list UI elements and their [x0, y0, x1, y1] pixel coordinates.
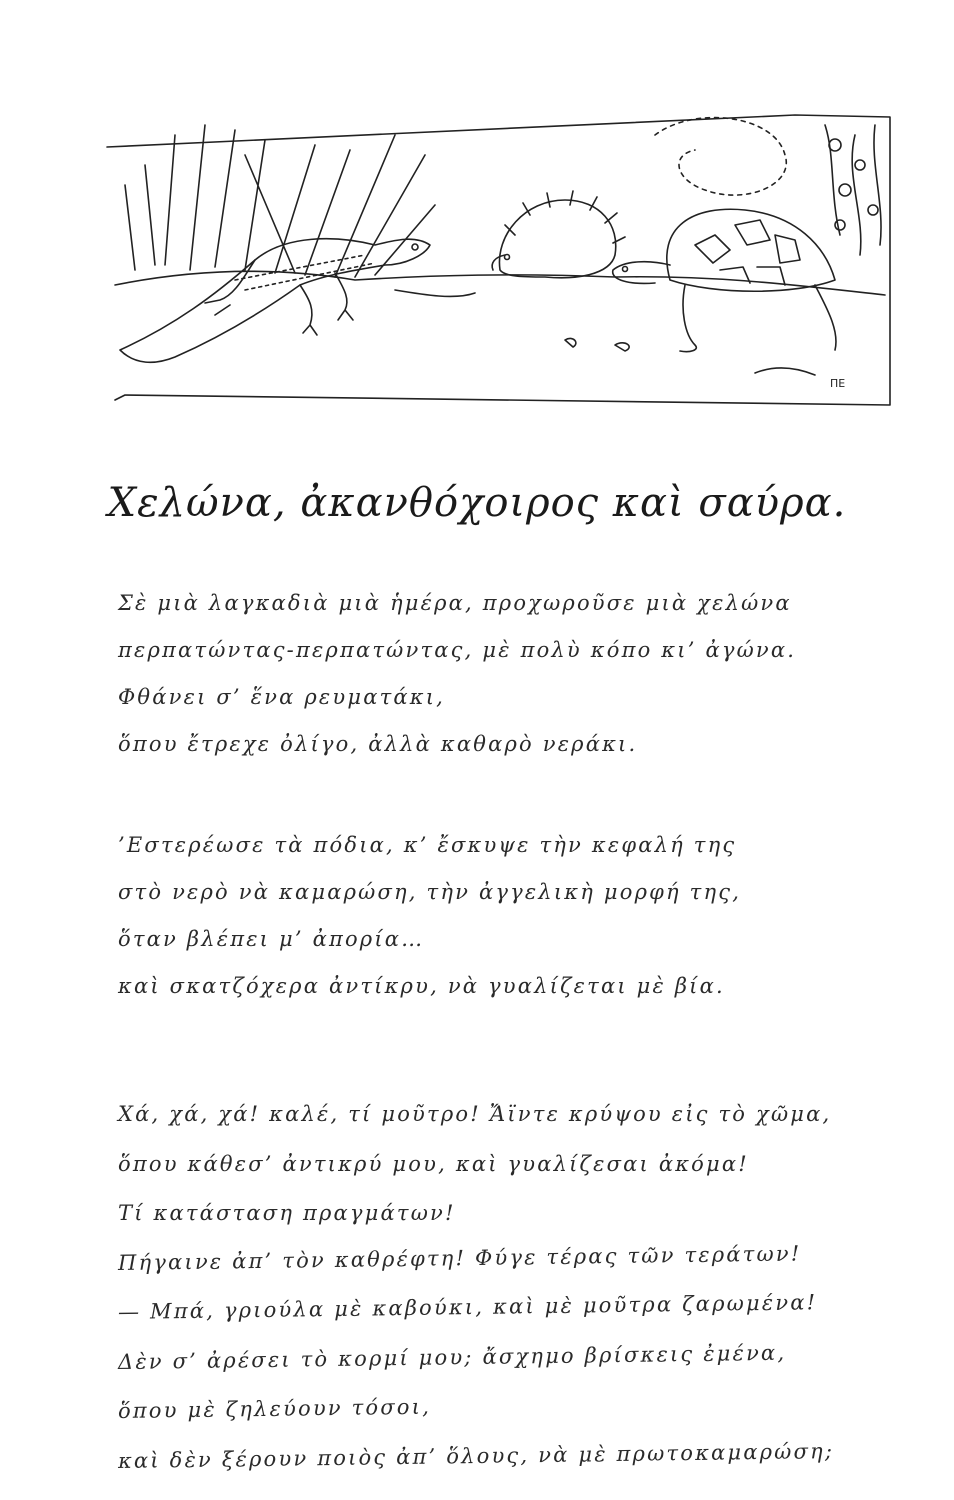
- verse-line: Φθάνει σ’ ἕνα ρευματάκι,: [118, 685, 446, 709]
- hedgehog-figure: [492, 191, 625, 278]
- verse-line: στὸ νερὸ νὰ καμαρώση, τὴν ἀγγελικὴ μορφή της,: [118, 880, 742, 904]
- verse-line: καὶ δὲν ξέρουν ποιὸς ἀπ’ ὅλους, νὰ μὲ πρωτοκαμαρώση;: [117, 1438, 835, 1473]
- tortoise-figure: [613, 209, 836, 351]
- verse-line: Σὲ μιὰ λαγκαδιὰ μιὰ ἡμέρα, προχωροῦσε μιὰ χελώνα: [118, 591, 792, 615]
- poem-title: Χελώνα, ἀκανθόχοιρος καὶ σαύρα.: [107, 480, 847, 526]
- reeds: [125, 125, 435, 277]
- verse-line: ’Εστερέωσε τὰ πόδια, κ’ ἔσκυψε τὴν κεφαλή της: [118, 833, 737, 857]
- verse-line: ὅπου ἔτρεχε ὀλίγο, ἀλλὰ καθαρὸ νεράκι.: [118, 732, 638, 756]
- verse-line: Τί κατάσταση πραγμάτων!: [118, 1201, 456, 1225]
- verse-line: Χά, χά, χά! καλέ, τί μοῦτρο! Ἄϊντε κρύψου εἰς τὸ χῶμα,: [118, 1102, 832, 1126]
- illustration-signature: ΠΕ: [830, 377, 846, 390]
- lizard-figure: [120, 239, 430, 363]
- verse-line: Πήγαινε ἀπ’ τὸν καθρέφτη! Φύγε τέρας τῶν τεράτων!: [117, 1240, 802, 1275]
- illustration-lizard-hedgehog-tortoise: [95, 95, 895, 415]
- verse-line: ὅπου μὲ ζηλεύουν τόσοι,: [117, 1394, 432, 1423]
- verse-line: ὅπου κάθεσ’ ἀντικρύ μου, καὶ γυαλίζεσαι ἀκόμα!: [118, 1151, 749, 1176]
- stanza-2: [118, 822, 908, 1010]
- stanza-3: [118, 1090, 908, 1486]
- verse-line: ὅταν βλέπει μ’ ἀπορία…: [118, 927, 425, 951]
- stanza-1: [118, 580, 908, 768]
- verse-line: — Μπά, γριούλα μὲ καβούκι, καὶ μὲ μοῦτρα ζαρωμένα!: [117, 1290, 818, 1324]
- verse-line: Δὲν σ’ ἀρέσει τὸ κορμί μου; ἄσχημο βρίσκεις ἐμένα,: [117, 1340, 787, 1374]
- verse-line: περπατώντας-περπατώντας, μὲ πολὺ κόπο κι’ ἀγώνα.: [118, 638, 797, 662]
- verse-line: καὶ σκατζόχερα ἀντίκρυ, νὰ γυαλίζεται μὲ βία.: [118, 974, 725, 998]
